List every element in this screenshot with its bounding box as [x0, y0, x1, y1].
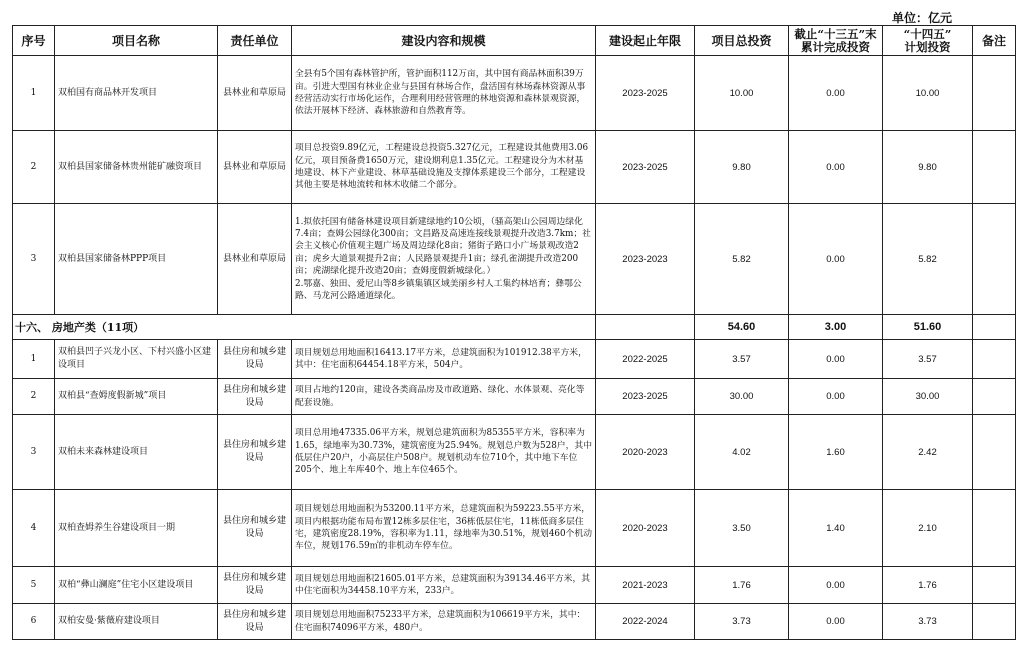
cell-unit: 县住房和城乡建设局 — [218, 490, 292, 567]
cell-content: 项目总用地47335.06平方米，规划总建筑面积为85355平方米，容积率为1.65，绿地率为30.73%，建筑密度为25.94%。规划总户数为528户，其中低层住户20户，小高层住户508户。规划机动车位710个，其中地下车位205个、地上车库40个、地上车位465个。 — [292, 415, 596, 490]
cell-content: 项目总投资9.89亿元，工程建设总投资5.327亿元，工程建设其他费用3.06亿元，项目预备费1650万元，建设期利息1.35亿元。工程建设分为木材基地建设、林下产业建设、林草基础设施及支撑体系建设三个部分，工程建设其他主要是林地流转和林木收储二个部分。 — [292, 131, 596, 204]
cell-plan: 3.57 — [883, 340, 973, 379]
category-remark — [973, 315, 1016, 340]
cell-remark — [973, 567, 1016, 604]
header-total: 项目总投资 — [695, 26, 789, 56]
cell-content: 项目规划总用地面积21605.01平方米，总建筑面积为39134.46平方米，其中住宅面积为34458.10平方米，233户。 — [292, 567, 596, 604]
cell-remark — [973, 204, 1016, 315]
category-label: 十六、 房地产类（11项） — [13, 315, 596, 340]
cell-total: 4.02 — [695, 415, 789, 490]
cell-plan: 9.80 — [883, 131, 973, 204]
cell-remark — [973, 379, 1016, 415]
cell-completed: 0.00 — [789, 131, 883, 204]
cell-period: 2022-2025 — [596, 340, 695, 379]
cell-unit: 县住房和城乡建设局 — [218, 415, 292, 490]
header-seq: 序号 — [13, 26, 55, 56]
cell-name: 双柏县国家储备林PPP项目 — [55, 204, 218, 315]
cell-name: 双柏“彝山澜庭”住宅小区建设项目 — [55, 567, 218, 604]
table-row — [13, 204, 1016, 315]
category-plan: 51.60 — [883, 315, 973, 340]
cell-completed: 0.00 — [789, 340, 883, 379]
cell-completed: 0.00 — [789, 204, 883, 315]
table-row — [13, 131, 1016, 204]
cell-period: 2023-2025 — [596, 56, 695, 131]
cell-completed: 0.00 — [789, 567, 883, 604]
cell-period: 2023-2025 — [596, 379, 695, 415]
cell-completed: 1.60 — [789, 415, 883, 490]
table-row — [13, 379, 1016, 415]
header-completed-line1: 截止“十三五”末 — [794, 26, 877, 41]
header-content: 建设内容和规模 — [292, 26, 596, 56]
cell-seq: 1 — [13, 56, 55, 131]
cell-remark — [973, 604, 1016, 640]
cell-total: 3.50 — [695, 490, 789, 567]
cell-total: 30.00 — [695, 379, 789, 415]
cell-total: 3.73 — [695, 604, 789, 640]
cell-content: 1.拟依托国有储备林建设项目新建绿地约10公顷，（骚高架山公园周边绿化7.4亩；查姆公园绿化300亩；文昌路及高速连接线景观提升改造3.7km；社会主义核心价值观主题广场及周边绿化8亩；猪街子路口小广场景观改造2亩；虎乡大道景观提升2亩；人民路景观提升1亩；绿孔雀湖提升改造200亩；虎湖绿化提升改造20亩；查姆度假新城绿化。） 2.鄂嘉、独田、爱尼山等8乡镇集镇区域美丽乡村人工集约林培育；彝鄂公路、马龙河公路通道绿化。 — [292, 204, 596, 315]
cell-period: 2021-2023 — [596, 567, 695, 604]
header-period: 建设起止年限 — [596, 26, 695, 56]
cell-completed: 0.00 — [789, 379, 883, 415]
cell-content: 项目占地约120亩，建设各类商品房及市政道路、绿化、水体景观、亮化等配套设施。 — [292, 379, 596, 415]
header-plan-line2: 计划投资 — [904, 39, 951, 54]
cell-total: 9.80 — [695, 131, 789, 204]
cell-seq: 2 — [13, 131, 55, 204]
cell-name: 双柏国有商品林开发项目 — [55, 56, 218, 131]
cell-completed: 0.00 — [789, 604, 883, 640]
header-plan-line1: “十四五” — [903, 26, 952, 41]
project-table — [12, 25, 1016, 640]
cell-completed: 0.00 — [789, 56, 883, 131]
cell-name: 双柏查姆养生谷建设项目一期 — [55, 490, 218, 567]
table-row — [13, 415, 1016, 490]
cell-period: 2022-2024 — [596, 604, 695, 640]
table-row — [13, 567, 1016, 604]
cell-seq: 3 — [13, 204, 55, 315]
cell-remark — [973, 490, 1016, 567]
cell-unit: 县住房和城乡建设局 — [218, 340, 292, 379]
category-total: 54.60 — [695, 315, 789, 340]
cell-name: 双柏县国家储备林贵州能矿融资项目 — [55, 131, 218, 204]
cell-total: 5.82 — [695, 204, 789, 315]
unit-label: 单位：亿元 — [892, 11, 953, 25]
header-name: 项目名称 — [55, 26, 218, 56]
cell-unit: 县住房和城乡建设局 — [218, 567, 292, 604]
cell-plan: 2.42 — [883, 415, 973, 490]
cell-remark — [973, 131, 1016, 204]
cell-total: 10.00 — [695, 56, 789, 131]
cell-unit: 县住房和城乡建设局 — [218, 379, 292, 415]
cell-plan: 10.00 — [883, 56, 973, 131]
header-row — [13, 26, 1016, 56]
category-period — [596, 315, 695, 340]
table-row — [13, 604, 1016, 640]
table-row — [13, 56, 1016, 131]
cell-period: 2023-2023 — [596, 204, 695, 315]
header-completed — [789, 26, 883, 56]
cell-name: 双柏未来森林建设项目 — [55, 415, 218, 490]
cell-seq: 2 — [13, 379, 55, 415]
header-unit: 责任单位 — [218, 26, 292, 56]
cell-content: 项目规划总用地面积75233平方米，总建筑面积为106619平方米，其中：住宅面积74096平方米，480户。 — [292, 604, 596, 640]
cell-unit: 县林业和草原局 — [218, 204, 292, 315]
cell-period: 2023-2025 — [596, 131, 695, 204]
category-completed: 3.00 — [789, 315, 883, 340]
cell-period: 2020-2023 — [596, 415, 695, 490]
cell-total: 3.57 — [695, 340, 789, 379]
cell-completed: 1.40 — [789, 490, 883, 567]
cell-plan: 2.10 — [883, 490, 973, 567]
cell-plan: 30.00 — [883, 379, 973, 415]
cell-content: 项目规划总用地面积为53200.11平方米，总建筑面积为59223.55平方米，项目内根据功能布局布置12栋多层住宅，36栋低层住宅，11栋低商多层住宅，建筑密度28.19%，容积率为1.11，绿地率为30.51%，规划460个机动车位，规划176.59㎡的非机动车停车位。 — [292, 490, 596, 567]
cell-period: 2020-2023 — [596, 490, 695, 567]
cell-name: 双柏县“查姆度假新城”项目 — [55, 379, 218, 415]
cell-plan: 5.82 — [883, 204, 973, 315]
cell-seq: 6 — [13, 604, 55, 640]
cell-remark — [973, 56, 1016, 131]
cell-seq: 5 — [13, 567, 55, 604]
table-row — [13, 490, 1016, 567]
cell-name: 双柏县凹子兴龙小区、下村兴盛小区建设项目 — [55, 340, 218, 379]
cell-content: 全县有5个国有森林管护所，管护面积112万亩，其中国有商品林面积39万亩。引进大型国有林业企业与县国有林场合作，盘活国有林场森林资源从事经营活动实行市场化运作，合理利用经营管理的林地资源和森林景观资源，依法开展林下经济、森林旅游和自然教育等。 — [292, 56, 596, 131]
table-row — [13, 340, 1016, 379]
header-plan — [883, 26, 973, 56]
cell-content: 项目规划总用地面积16413.17平方米，总建筑面积为101912.38平方米，其中：住宅面积64454.18平方米，504户。 — [292, 340, 596, 379]
cell-seq: 4 — [13, 490, 55, 567]
cell-seq: 3 — [13, 415, 55, 490]
cell-unit: 县林业和草原局 — [218, 56, 292, 131]
header-completed-line2: 累计完成投资 — [801, 39, 870, 54]
cell-seq: 1 — [13, 340, 55, 379]
category-row — [13, 315, 1016, 340]
cell-total: 1.76 — [695, 567, 789, 604]
cell-plan: 1.76 — [883, 567, 973, 604]
cell-name: 双柏安曼·紫薇府建设项目 — [55, 604, 218, 640]
cell-plan: 3.73 — [883, 604, 973, 640]
cell-unit: 县住房和城乡建设局 — [218, 604, 292, 640]
cell-unit: 县林业和草原局 — [218, 131, 292, 204]
header-remark: 备注 — [973, 26, 1016, 56]
cell-remark — [973, 340, 1016, 379]
cell-remark — [973, 415, 1016, 490]
